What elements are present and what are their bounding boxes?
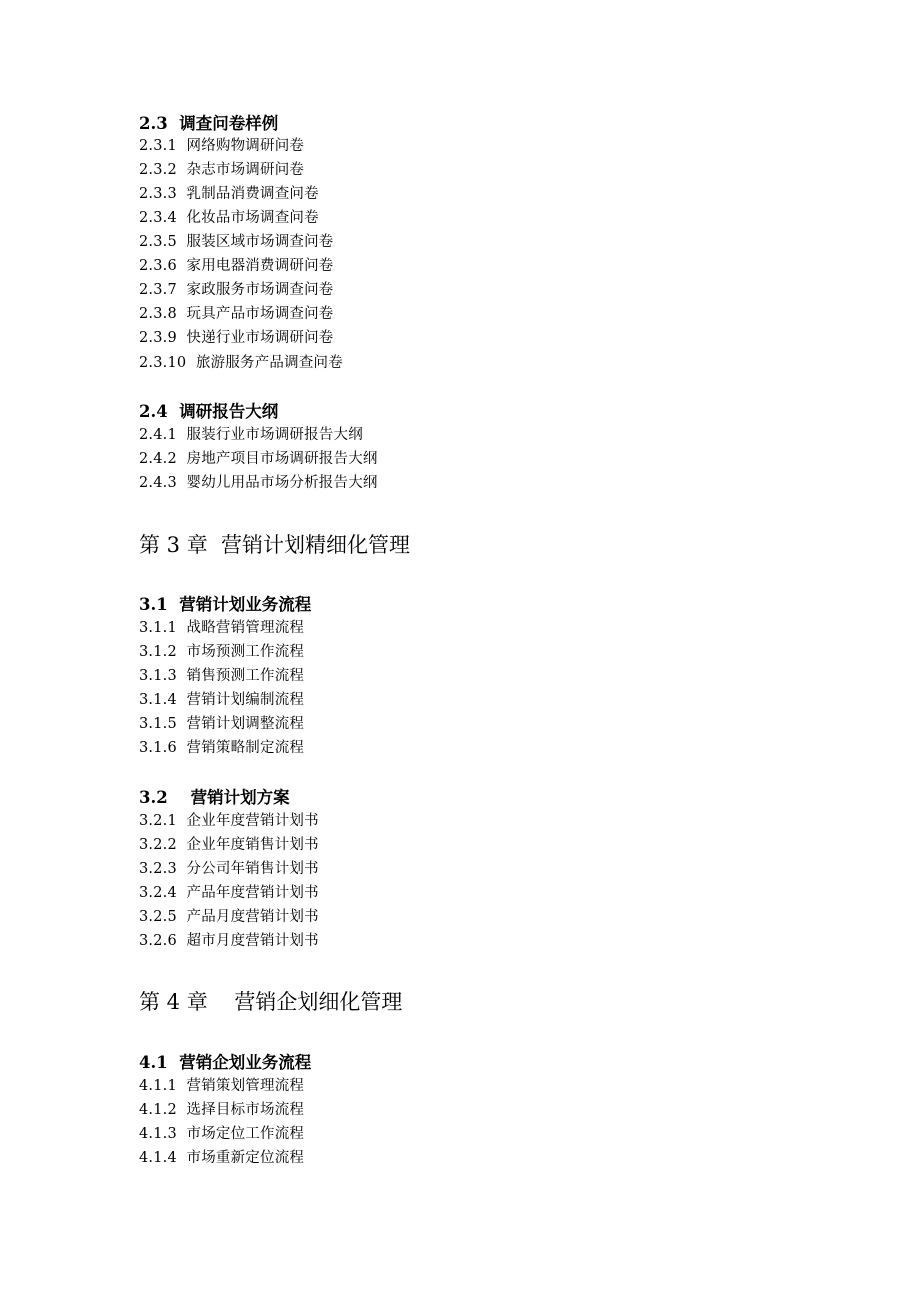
toc-item-2-3-1: 2.3.1 网络购物调研问卷 <box>139 138 305 154</box>
toc-item-2-4-3: 2.4.3 婴幼儿用品市场分析报告大纲 <box>139 475 378 491</box>
toc-item-2-3-3: 2.3.3 乳制品消费调查问卷 <box>139 186 319 202</box>
toc-item-2-3-6: 2.3.6 家用电器消费调研问卷 <box>139 258 334 274</box>
toc-item-3-2-4: 3.2.4 产品年度营销计划书 <box>139 885 319 901</box>
toc-item-2-3-10: 2.3.10 旅游服务产品调查问卷 <box>139 355 343 371</box>
toc-item-3-1-2: 3.1.2 市场预测工作流程 <box>139 644 305 660</box>
toc-item-3-2-2: 3.2.2 企业年度销售计划书 <box>139 837 319 853</box>
toc-item-3-1-5: 3.1.5 营销计划调整流程 <box>139 716 305 732</box>
section-heading-2-4: 2.4 调研报告大纲 <box>139 402 279 421</box>
toc-item-4-1-4: 4.1.4 市场重新定位流程 <box>139 1150 305 1166</box>
section-heading-4-1: 4.1 营销企划业务流程 <box>139 1053 312 1072</box>
toc-item-3-2-6: 3.2.6 超市月度营销计划书 <box>139 933 319 949</box>
chapter-heading-4: 第 4 章 营销企划细化管理 <box>139 990 403 1014</box>
toc-item-3-2-1: 3.2.1 企业年度营销计划书 <box>139 813 319 829</box>
toc-item-3-2-5: 3.2.5 产品月度营销计划书 <box>139 909 319 925</box>
toc-item-2-3-8: 2.3.8 玩具产品市场调查问卷 <box>139 306 334 322</box>
toc-item-3-1-4: 3.1.4 营销计划编制流程 <box>139 692 305 708</box>
toc-item-2-4-2: 2.4.2 房地产项目市场调研报告大纲 <box>139 451 378 467</box>
toc-item-2-3-4: 2.3.4 化妆品市场调查问卷 <box>139 210 319 226</box>
toc-item-2-4-1: 2.4.1 服装行业市场调研报告大纲 <box>139 427 363 443</box>
chapter-heading-3: 第 3 章 营销计划精细化管理 <box>139 533 411 557</box>
toc-item-4-1-2: 4.1.2 选择目标市场流程 <box>139 1102 305 1118</box>
toc-item-2-3-9: 2.3.9 快递行业市场调研问卷 <box>139 330 334 346</box>
toc-item-2-3-7: 2.3.7 家政服务市场调查问卷 <box>139 282 334 298</box>
section-heading-3-2: 3.2 营销计划方案 <box>139 788 290 807</box>
toc-item-4-1-3: 4.1.3 市场定位工作流程 <box>139 1126 305 1142</box>
section-heading-3-1: 3.1 营销计划业务流程 <box>139 595 312 614</box>
toc-item-3-1-3: 3.1.3 销售预测工作流程 <box>139 668 305 684</box>
toc-item-3-2-3: 3.2.3 分公司年销售计划书 <box>139 861 319 877</box>
toc-item-2-3-5: 2.3.5 服装区域市场调查问卷 <box>139 234 334 250</box>
toc-item-2-3-2: 2.3.2 杂志市场调研问卷 <box>139 162 305 178</box>
section-heading-2-3: 2.3 调查问卷样例 <box>139 114 279 133</box>
toc-item-3-1-6: 3.1.6 营销策略制定流程 <box>139 740 305 756</box>
toc-item-4-1-1: 4.1.1 营销策划管理流程 <box>139 1078 305 1094</box>
toc-item-3-1-1: 3.1.1 战略营销管理流程 <box>139 620 305 636</box>
